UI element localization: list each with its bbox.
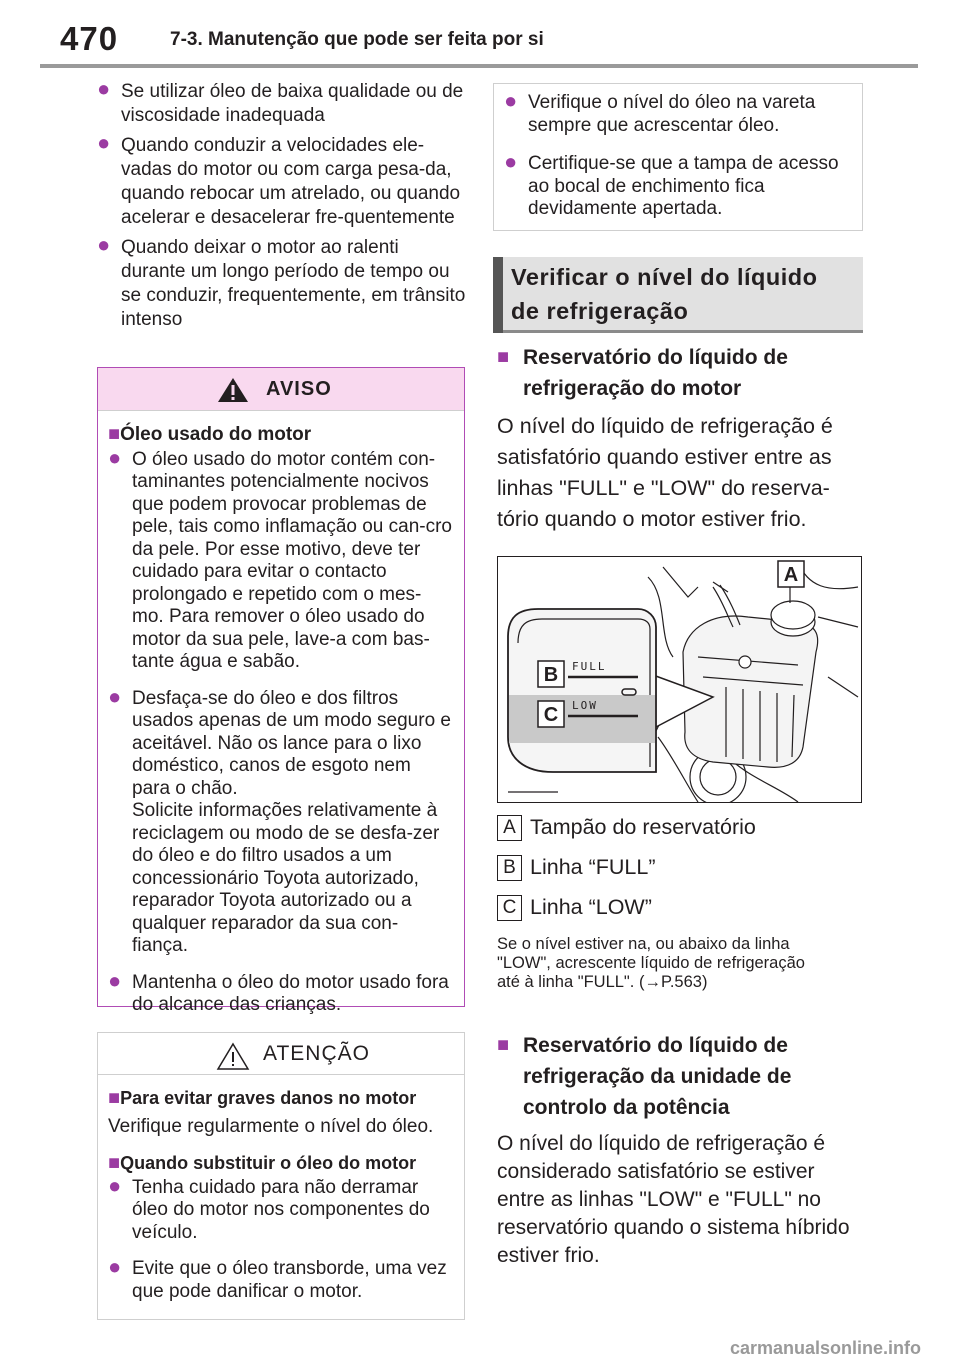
list-item: ● Evite que o óleo transborde, uma vez que pode danificar o motor. [108, 1254, 447, 1302]
list-item: ● Desfaça-se do óleo e dos filtros usados apenas de um modo seguro e aceitável. Não os lance para o lixo doméstico, canos de esgoto nem para o chão. Solicite informações relativamente à reciclagem ou modo de se desfa-zer do óleo e do filtro usados a um concessionário Toyota autorizado, reparador Toyota autorizado ou a qualquer reparador da sua con-fiança. [108, 683, 451, 956]
section-heading-bar [493, 257, 503, 333]
square-bullet-icon: ■ [108, 423, 121, 445]
bullet-icon: ● [108, 1254, 122, 1279]
square-bullet-icon: ■ [108, 1087, 121, 1109]
bullet-icon: ● [108, 683, 122, 709]
bullet-icon: ● [97, 76, 111, 101]
bullet-icon: ● [108, 967, 122, 993]
list-item: ● O óleo usado do motor contém con-taminantes potencialmente nocivos que podem provocar problemas de pele, tais como inflamação ou can-cro da pele. Por esse motivo, deve ter cuidado para evitar o contacto prolongado e repetido com o mes-mo. Para remover o óleo usado do motor da sua pele, lave-a com bas-tante água e sabão. [108, 444, 452, 672]
legend-item-a: A Tampão do reservatório [497, 815, 756, 841]
legend-item-c: C Linha “LOW” [497, 895, 652, 921]
legend-letter-box: B [497, 855, 522, 881]
section-heading-title: Verificar o nível do líquido de refrigeração [511, 264, 818, 324]
info-box [493, 83, 863, 231]
caution-subheading: ■Quando substituir o óleo do motor [108, 1152, 417, 1174]
paragraph-engine-coolant: O nível do líquido de refrigeração é satisfatório quando estiver entre as linhas "FULL" e "LOW" do reserva-tório quando o motor estiver frio. [497, 414, 833, 531]
magnified-inset [508, 609, 656, 772]
legend-item-b: B Linha “FULL” [497, 855, 655, 881]
square-bullet-icon: ■ [497, 346, 510, 368]
warning-title: AVISO [266, 378, 332, 400]
bullet-icon: ● [97, 232, 111, 257]
list-item: ● Tenha cuidado para não derramar óleo do motor nos componentes do veículo. [108, 1172, 430, 1243]
callout-b-label: B [543, 664, 559, 686]
list-item: ● Mantenha o óleo do motor usado fora do alcance das crianças. [108, 967, 449, 1015]
small-note: Se o nível estiver na, ou abaixo da linha "LOW", acrescente líquido de refrigeração até à linha "FULL". (→P.563) [497, 935, 805, 991]
subheading-engine-reservoir: ■ Reservatório do líquido de refrigeração do motor [497, 342, 867, 404]
bullet-icon: ● [108, 444, 122, 470]
page-number: 470 [60, 20, 119, 57]
list-item: ● Verifique o nível do óleo na vareta sempre que acrescentar óleo. [504, 88, 816, 136]
caution-text: Verifique regularmente o nível do óleo. [108, 1115, 434, 1137]
caution-title: ATENÇÃO [263, 1042, 370, 1065]
warning-subheading: ■Óleo usado do motor [108, 423, 312, 445]
callout-c-label: C [543, 704, 559, 726]
square-bullet-icon: ■ [497, 1034, 510, 1056]
watermark: carmanualsonline.info [730, 1338, 922, 1358]
list-item: ● Se utilizar óleo de baixa qualidade ou de viscosidade inadequada [97, 76, 464, 126]
list-item: ● Quando conduzir a velocidades ele-vadas do motor ou com carga pesa-da, quando rebocar um atrelado, ou quando acelerar e desacelerar fre-quentemente [97, 130, 461, 228]
bullet-icon: ● [97, 130, 111, 155]
subheading-pcu-reservoir: ■ Reservatório do líquido de refrigeração da unidade de controlo da potência [497, 1030, 867, 1123]
bullet-icon: ● [504, 149, 518, 174]
coolant-reservoir-figure [497, 556, 862, 803]
list-item: ● Certifique-se que a tampa de acesso ao bocal de enchimento fica devidamente apertada. [504, 149, 839, 219]
caution-triangle-icon [216, 1041, 250, 1071]
caution-header [98, 1033, 464, 1075]
low-text: LOW [572, 699, 598, 712]
warning-header [98, 368, 464, 411]
legend-letter-box: A [497, 815, 522, 841]
warning-box [97, 367, 465, 1015]
engine-illustration [498, 557, 862, 803]
bullet-icon: ● [108, 1172, 122, 1198]
paragraph-pcu-coolant: O nível do líquido de refrigeração é considerado satisfatório se estiver entre as linhas "LOW" e "FULL" no reservatório quando o sistema híbrido estiver frio. [497, 1132, 850, 1267]
legend-letter-box: C [497, 895, 522, 921]
intro-bullet-list [97, 76, 467, 338]
list-item: ● Quando deixar o motor ao ralenti durante um longo período de tempo ou se conduzir, frequentemente, em trânsito intenso [97, 232, 466, 330]
bullet-icon: ● [504, 88, 518, 113]
warning-triangle-icon [216, 376, 250, 404]
callout-a-label: A [783, 564, 799, 586]
caution-subheading: ■Para evitar graves danos no motor [108, 1087, 417, 1109]
section-heading [493, 257, 863, 333]
caution-box [97, 1032, 465, 1320]
square-bullet-icon: ■ [108, 1152, 121, 1174]
section-title: 7-3. Manutenção que pode ser feita por si [170, 29, 544, 50]
full-text: FULL [572, 660, 607, 673]
header-rule [40, 64, 918, 68]
